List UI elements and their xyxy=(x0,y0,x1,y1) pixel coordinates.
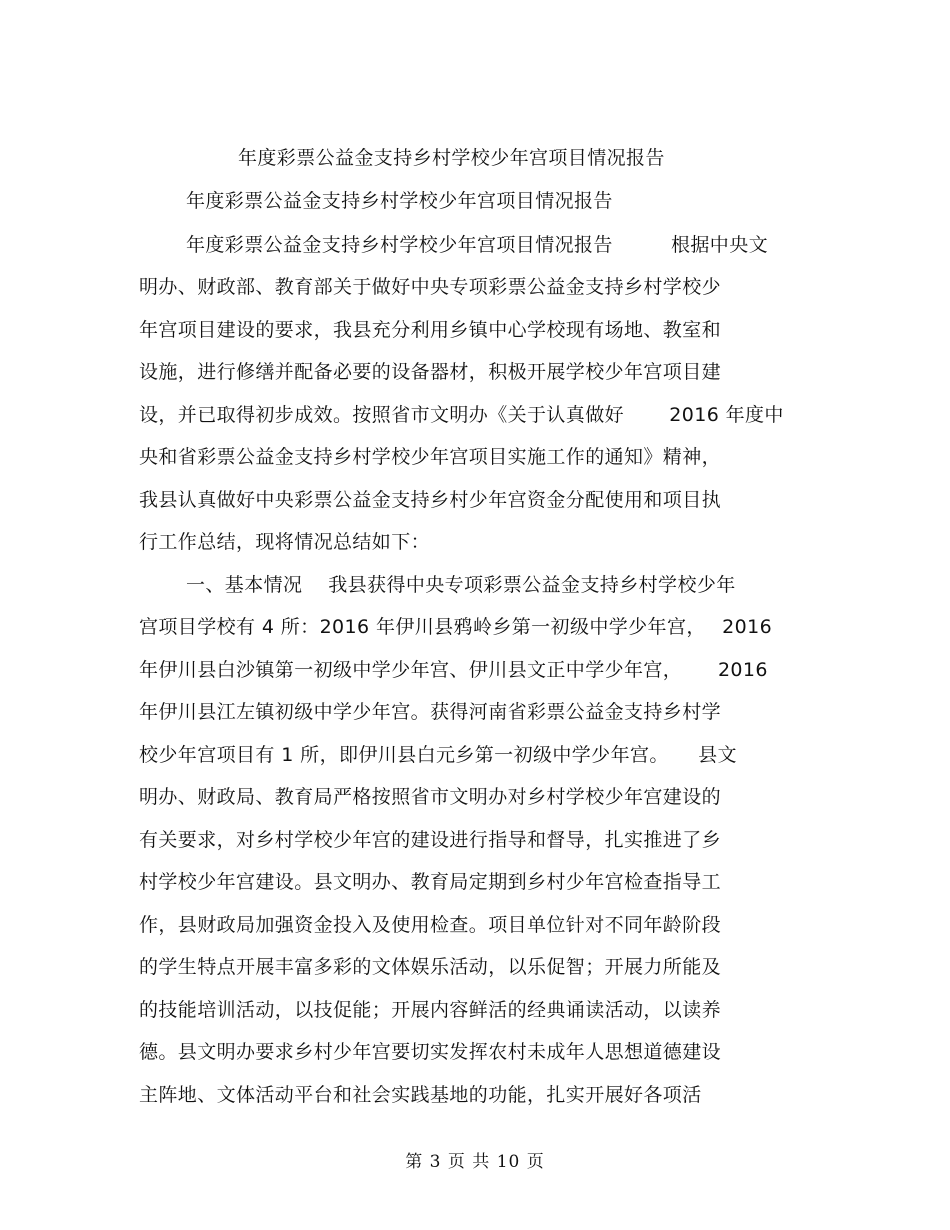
paragraph-line: 我县认真做好中央彩票公益金支持乡村少年宫资金分配使用和项目执 xyxy=(139,489,722,511)
paragraph-line: 作，县财政局加强资金投入及使用检查。项目单位针对不同年龄阶段 xyxy=(139,914,722,936)
paragraph-line: 的学生特点开展丰富多彩的文体娱乐活动，以乐促智；开展力所能及 xyxy=(139,956,722,978)
paragraph-line: 设施，进行修缮并配备必要的设备器材，积极开展学校少年宫项目建 xyxy=(139,361,722,383)
paragraph-line: 宫项目学校有 4 所：2016 年伊川县鸦岭乡第一初级中学少年宫， 2016 xyxy=(139,616,773,638)
document-title: 年度彩票公益金支持乡村学校少年宫项目情况报告 xyxy=(238,147,665,169)
paragraph-line: 央和省彩票公益金支持乡村学校少年宫项目实施工作的通知》精神， xyxy=(139,446,722,468)
paragraph-line: 明办、财政部、教育部关于做好中央专项彩票公益金支持乡村学校少 xyxy=(139,276,722,298)
paragraph-line: 年度彩票公益金支持乡村学校少年宫项目情况报告 根据中央文 xyxy=(186,234,769,256)
page-number-footer: 第 3 页 共 10 页 xyxy=(405,1152,545,1172)
paragraph-line: 村学校少年宫建设。县文明办、教育局定期到乡村少年宫检查指导工 xyxy=(139,871,722,893)
paragraph-line: 的技能培训活动，以技促能；开展内容鲜活的经典诵读活动，以读养 xyxy=(139,999,722,1021)
paragraph-line: 德。县文明办要求乡村少年宫要切实发挥农村未成年人思想道德建设 xyxy=(139,1041,722,1063)
paragraph-line: 有关要求，对乡村学校少年宫的建设进行指导和督导，扎实推进了乡 xyxy=(139,829,722,851)
paragraph-line: 一、基本情况 我县获得中央专项彩票公益金支持乡村学校少年 xyxy=(186,574,736,596)
paragraph-line: 行工作总结，现将情况总结如下： xyxy=(139,531,431,553)
paragraph-line: 主阵地、文体活动平台和社会实践基地的功能，扎实开展好各项活 xyxy=(139,1084,702,1106)
paragraph-line: 年宫项目建设的要求，我县充分利用乡镇中心学校现有场地、教室和 xyxy=(139,319,722,341)
paragraph-line: 年度彩票公益金支持乡村学校少年宫项目情况报告 xyxy=(186,190,613,212)
paragraph-line: 明办、财政局、教育局严格按照省市文明办对乡村学校少年宫建设的 xyxy=(139,786,722,808)
paragraph-line: 年伊川县白沙镇第一初级中学少年宫、伊川县文正中学少年宫， 2016 xyxy=(139,659,768,681)
paragraph-line: 年伊川县江左镇初级中学少年宫。获得河南省彩票公益金支持乡村学 xyxy=(139,701,722,723)
paragraph-line: 校少年宫项目有 1 所，即伊川县白元乡第一初级中学少年宫。 县文 xyxy=(139,744,737,766)
paragraph-line: 设，并已取得初步成效。按照省市文明办《关于认真做好 2016 年度中 xyxy=(139,404,784,426)
